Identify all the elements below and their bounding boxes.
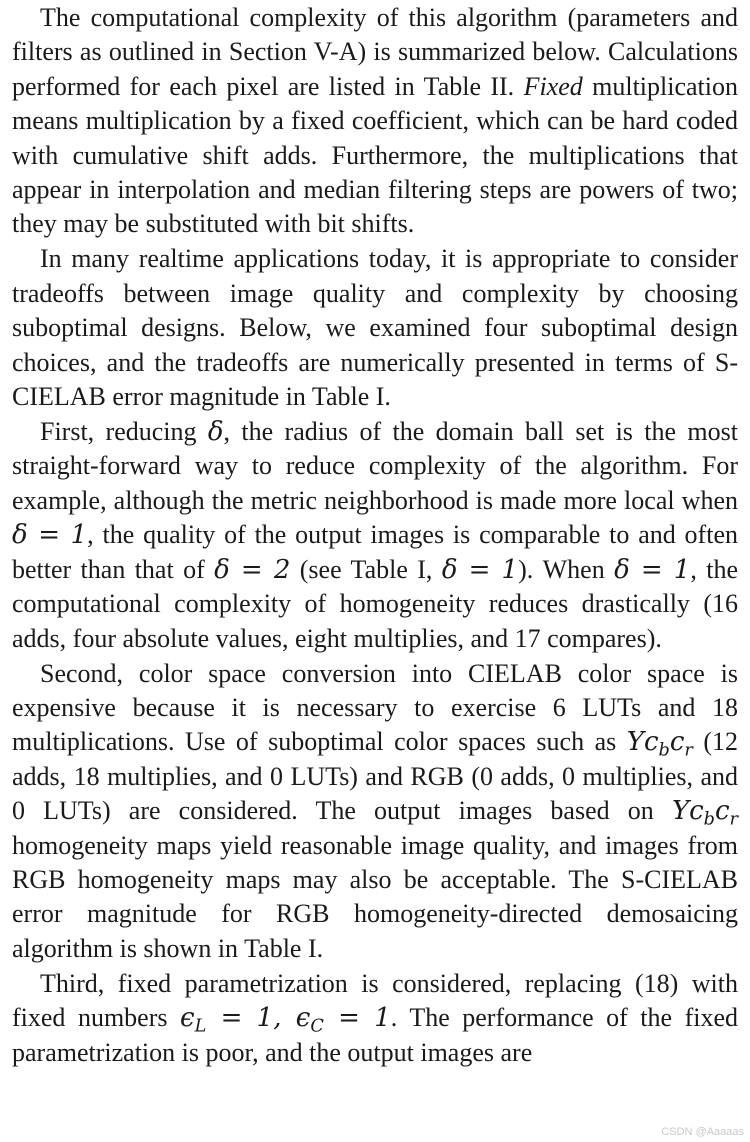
p1-text-a: The computational complexity of this algorithm (parameters and filters as outlined in Section V-A) is summarized below. Calculations performed for each pixel are listed in Table II. — [12, 3, 738, 101]
paper-text-column — [12, 0, 738, 1070]
math-epsilon-l: $\epsilon_L = 1$, — [180, 1003, 296, 1037]
math-delta-eq-1-b: δ = 1 — [441, 554, 519, 585]
p1-text-b: multiplication means multiplication by a fixed coefficient, which can be hard coded with cumulative shift adds. Furthermore, the multiplications that appear in interpolation and median filtering steps are powers of two; they may be substituted with bit shifts. — [12, 71, 738, 239]
paragraph-tradeoffs — [12, 242, 738, 414]
paragraph-complexity-summary — [12, 1, 738, 242]
p3-t2: , the radius of the domain ball set is the most straight-forward way to reduce complexity of the algorithm. For example, although the metric neighborhood is made more local when — [12, 417, 738, 515]
math-delta-eq-1-c: δ = 1 — [614, 554, 691, 585]
p4-t1: Second, color space conversion into CIELAB color space is expensive because it is necessary to exercise 6 LUTs and 18 multiplications. Use of suboptimal color spaces such as — [12, 658, 738, 757]
p3-t5: ). When — [518, 554, 615, 584]
math-epsilon-c: $\epsilon_C = 1$ — [295, 1003, 391, 1037]
p3-t6: , the computational complexity of homogeneity reduces drastically (16 adds, four absolute values, eight multiplies, and 17 compares). — [12, 554, 738, 653]
paragraph-reducing-delta — [12, 415, 738, 656]
math-ycbcr-b: $Yc_bc_r$ — [671, 796, 738, 830]
p5-t2: . The performance of the fixed parametrization is poor, and the output images are — [12, 1003, 739, 1067]
p3-t4: (see Table I, — [290, 554, 442, 584]
math-delta-eq-2: δ = 2 — [214, 554, 291, 585]
p1-fixed-italic: Fixed — [523, 71, 583, 101]
math-delta-eq-1: δ = 1 — [12, 520, 88, 551]
p3-t1: First, reducing — [40, 417, 208, 447]
math-delta: δ — [207, 417, 224, 448]
p3-t3: , the quality of the output images is comparable to and often better than that of — [12, 520, 738, 584]
p2-text: In many realtime applications today, it is appropriate to consider tradeoffs between image quality and complexity by choosing suboptimal designs. Below, we examined four suboptimal design choices, and the tradeoffs are numerically presented in terms of S-CIELAB error magnitude in Table I. — [12, 244, 738, 412]
p4-t3: homogeneity maps yield reasonable image quality, and images from RGB homogeneity maps may also be acceptable. The S-CIELAB error magnitude for RGB homogeneity-directed demosaicing algorithm is shown in Table I. — [12, 830, 738, 963]
math-ycbcr: $Yc_bc_r$ — [626, 727, 693, 761]
paragraph-fixed-parametrization — [12, 967, 738, 1070]
p5-t1: Third, fixed parametrization is considered, replacing (18) with fixed numbers — [12, 968, 738, 1033]
watermark: CSDN @Aaaaas — [661, 1126, 744, 1138]
paragraph-color-space — [12, 657, 738, 967]
p4-t2: (12 adds, 18 multiplies, and 0 LUTs) and RGB (0 adds, 0 multiplies, and 0 LUTs) are considered. The output images based on — [12, 727, 738, 826]
